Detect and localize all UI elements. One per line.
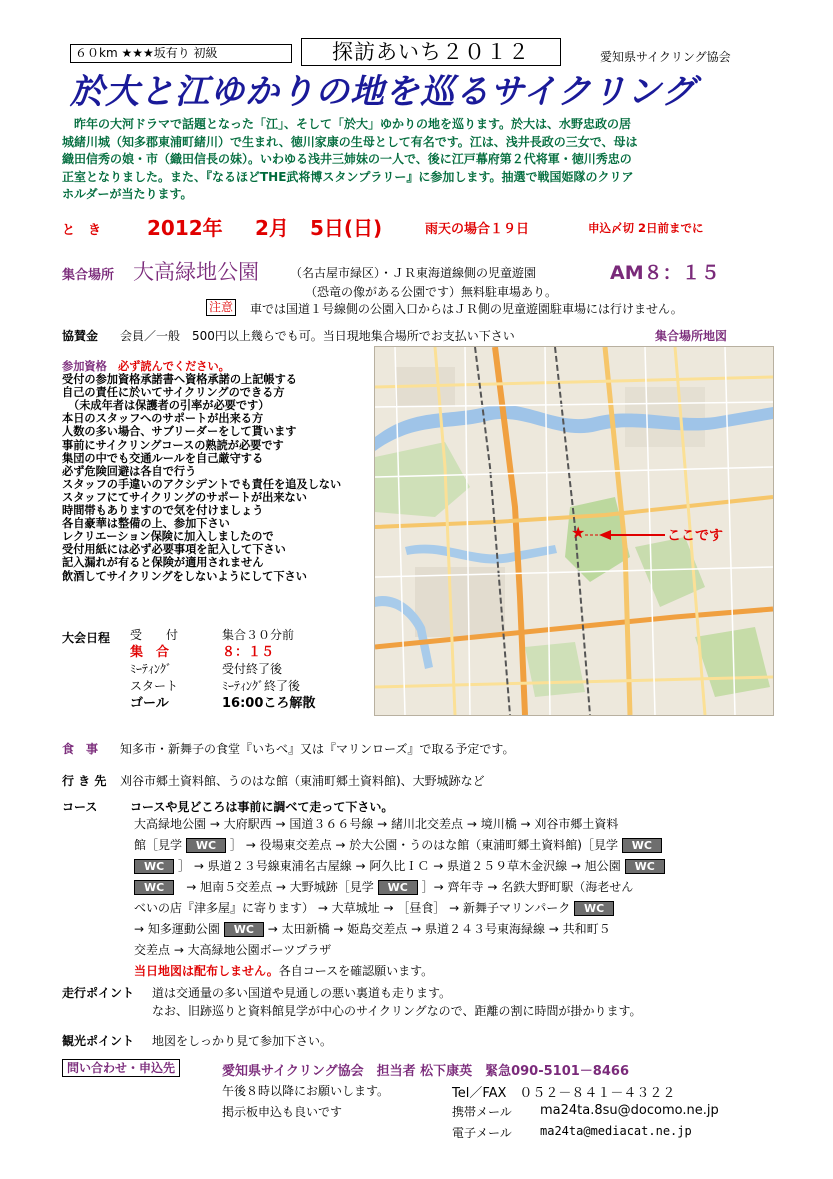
sight-label: 観光ポイント: [62, 1034, 135, 1048]
wc-badge: WC: [134, 859, 174, 874]
wc-badge: WC: [186, 838, 226, 853]
no-map-notice: 当日地図は配布しません。: [134, 964, 279, 978]
caution-tag: 注意: [206, 299, 236, 316]
list-item: 人数の多い場合、サブリーダーをして貰います: [62, 425, 297, 439]
date-year: 2012年: [147, 216, 223, 240]
date-day: 5日(日): [310, 216, 383, 240]
map-here-label: ここです: [667, 528, 723, 544]
list-item: 必ず危険回避は各自で行う: [62, 464, 197, 478]
course-label: コース: [62, 800, 98, 814]
qualification-must: 必ず読んでください。: [117, 360, 230, 373]
wc-badge: WC: [378, 880, 418, 895]
wc-badge: WC: [134, 880, 174, 895]
contact-org: 愛知県サイクリング協会 担当者 松下康英 緊急090-5101－8466: [222, 1064, 629, 1079]
destination-label: 行 き 先: [62, 774, 107, 788]
contact-bbs: 掲示板申込も良いです: [222, 1105, 343, 1119]
qualification-title: 参加資格: [62, 360, 107, 373]
list-item: レクリエーション保険に加入しましたので: [62, 530, 274, 544]
wc-badge: WC: [625, 859, 665, 874]
meeting-sub: （恐竜の像がある公園です）無料駐車場あり。: [305, 285, 558, 299]
list-item: （未成年者は保護者の引率が必要です）: [68, 399, 270, 413]
list-item: 受付用紙には必ず必要事項を記入して下さい: [62, 543, 286, 557]
course-route: 大高緑地公園 → 大府駅西 → 国道３６６号線 → 緒川北交差点 → 境川橋 → 刈谷市郷土資料 館［見学 WC ］ → 役場東交差点 → 於大公園・うのはな館（東浦町郷土資料館)［見学 WC WC ］ → 県道２３号線東浦名古屋線 → 阿久比ＩＣ → 県道２５９草木金沢線 → 旭公園 WC WC → 旭南５交差点 → 大野城跡［見学 WC ］→ 齊年寺 → 名鉄大野町駅（海老せん べいの店『津多屋』に寄ります） → 大草城址 → ［昼食］ → 新舞子マリンパーク WC → 知多運動公園 WC → 太田新橋 → 姫島交差点 → 県道２４３号東海緑線 → 共和町５ 交差点 → 大高緑地公園ボーツプラザ 当日地図は配布しません。各自コースを確認願います。: [134, 814, 665, 982]
table-row: ゴール 16:00ころ解散: [130, 696, 316, 711]
fee-label: 協賛金: [62, 329, 99, 343]
meeting-time: AM８：１５: [610, 262, 720, 284]
mobile-mail[interactable]: ma24ta.8su@docomo.ne.jp: [540, 1103, 719, 1118]
list-item: 記入漏れが有ると保険が適用されません: [62, 556, 264, 570]
date-month: 2月: [255, 216, 289, 240]
list-item: 本日のスタッフへのサポートが出来る方: [62, 412, 264, 426]
list-item: スタッフにてサイクリングのサポートが出来ない: [62, 490, 307, 504]
table-row: ﾐｰﾃｨﾝｸﾞ 受付終了後: [130, 662, 283, 676]
table-row: スタート ﾐｰﾃｨﾝｸﾞ終了後: [130, 679, 301, 693]
deadline: 申込〆切 2日前までに: [588, 221, 704, 235]
riding-label: 走行ポイント: [62, 986, 135, 1000]
list-item: 飲酒してサイクリングをしないようにして下さい: [62, 569, 307, 583]
organizer: 愛知県サイクリング協会: [600, 50, 731, 64]
contact-tel: Tel／FAX ０５２－８４１－４３２２: [452, 1086, 676, 1101]
meal-label: 食 事: [62, 742, 99, 756]
fee-text: 会員／一般 500円以上幾らでも可。当日現地集合場所でお支払い下さい: [120, 329, 515, 343]
meeting-label: 集合場所: [62, 268, 115, 283]
intro-text: 昨年の大河ドラマで話題となった「江」、そして「於大」ゆかりの地を巡ります。於大は、水野忠政の居 城緒川城（知多郡東浦町緒川）で生まれ、徳川家康の生母として有名です。江は、浅井長政の三女で、母は 織田信秀の娘・市（織田信長の妹）。いわゆる浅井三姉妹の一人で、後に江戸幕府第２代将軍・徳川秀忠の 正室となりました。また、『なるほどTHE武将博スタンプラリー』に参加します。抽選で戦国姫隊のクリア ホルダーが当たります。: [62, 117, 638, 201]
contact-label: 問い合わせ・申込先: [62, 1059, 180, 1077]
list-item: 集団の中でも交通ルールを自己厳守する: [62, 451, 264, 465]
meal-text: 知多市・新舞子の食堂『いちべ』又は『マリンローズ』で取る予定です。: [120, 742, 515, 756]
date-label: と き: [62, 223, 102, 238]
list-item: 時間帯もありますので気を付けましょう: [62, 504, 264, 518]
series-title: 探訪あいち２０１２: [301, 38, 561, 66]
level-badge: ６０km ★★★坂有り 初級: [70, 44, 292, 63]
wc-badge: WC: [574, 901, 614, 916]
schedule-label: 大会日程: [62, 631, 111, 645]
list-item: スタッフの手違いのアクシデントでも責任を追及しない: [62, 477, 342, 491]
qualification-list: [62, 360, 341, 583]
wc-badge: WC: [622, 838, 662, 853]
course-lead: コースや見どころは事前に調べて走って下さい。: [130, 800, 394, 814]
list-item: 自己の責任に於いてサイクリングのできる方: [62, 386, 285, 400]
caution-text: 車では国道１号線側の公園入口からはＪＲ側の児童遊園駐車場には行けません。: [250, 302, 683, 316]
meeting-map[interactable]: [374, 346, 774, 716]
table-row: 集 合 ８：１５: [130, 645, 275, 660]
email-address[interactable]: ma24ta@mediacat.ne.jp: [540, 1124, 692, 1138]
riding-text-2: なお、旧跡巡りと資料館見学が中心のサイクリングなので、距離の割に時間が掛かります。: [152, 1004, 642, 1018]
rain-date: 雨天の場合１９日: [425, 222, 530, 237]
email-label: 電子メール: [452, 1126, 512, 1140]
meeting-place: 大高緑地公園: [133, 260, 259, 284]
meeting-place-note: （名古屋市緑区）・ＪＲ東海道線側の児童遊園: [290, 266, 537, 280]
riding-text-1: 道は交通量の多い国道や見通しの悪い裏道も走ります。: [152, 986, 452, 1000]
mobile-mail-label: 携帯メール: [452, 1105, 512, 1119]
map-star-marker: ★: [571, 523, 586, 542]
list-item: 事前にサイクリングコースの熟読が必要です: [62, 438, 284, 452]
contact-after: 午後８時以降にお願いします。: [222, 1084, 390, 1098]
destination-text: 刈谷市郷土資料館、うのはな館（東浦町郷土資料館)、大野城跡など: [120, 774, 485, 788]
list-item: 各自豪華は整備の上、参加下さい: [62, 517, 230, 531]
sight-text: 地図をしっかり見て参加下さい。: [152, 1034, 333, 1048]
table-row: 受 付 集合３０分前: [130, 628, 295, 642]
schedule-table: [130, 627, 321, 712]
list-item: 受付の参加資格承諾書へ資格承諾の上記帳する: [62, 373, 297, 387]
map-label: 集合場所地図: [655, 329, 728, 343]
wc-badge: WC: [224, 922, 264, 937]
page-title: 於大と江ゆかりの地を巡るサイクリング: [70, 72, 697, 112]
